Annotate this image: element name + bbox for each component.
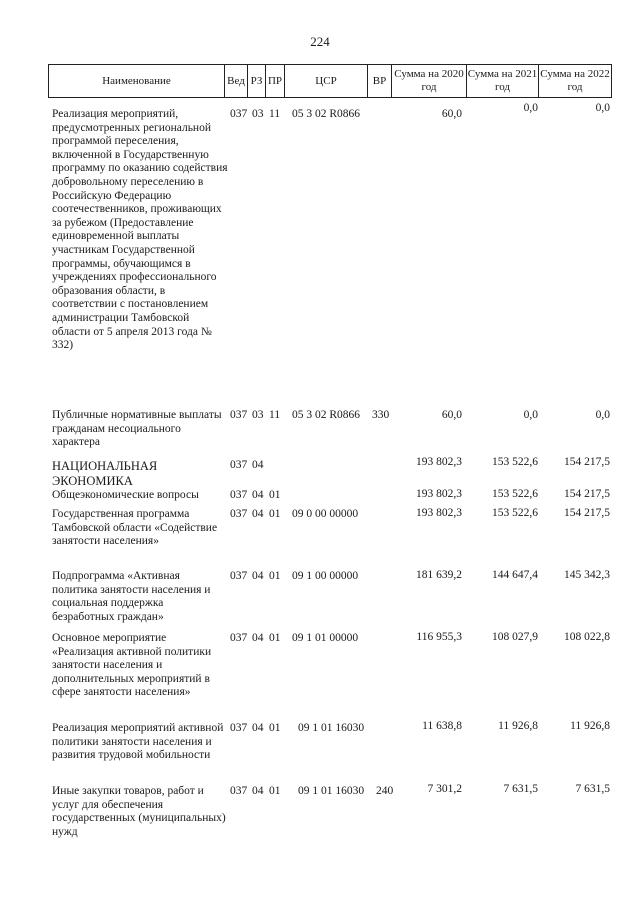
row-rz: 04 (252, 785, 264, 797)
row-sum-2021: 153 522,6 (492, 507, 538, 519)
row-pr: 01 (269, 722, 281, 734)
row-pr: 01 (269, 632, 281, 644)
header-sum-2020: Сумма на 2020 год (392, 64, 467, 98)
page-number: 224 (310, 34, 330, 49)
header-ved: Вед (225, 64, 248, 98)
row-csr: 09 1 00 00000 (292, 570, 359, 582)
row-sum-2020: 193 802,3 (416, 507, 462, 519)
row-pr: 01 (269, 489, 281, 501)
row-sum-2020: 60,0 (441, 108, 462, 120)
row-csr: 05 3 02 R0866 (292, 108, 361, 120)
row-name: Иные закупки товаров, работ и услуг для обеспечения государственных (муниципальных) нужд (52, 785, 226, 838)
header-pr: ПР (266, 64, 285, 98)
row-pr: 11 (269, 409, 281, 421)
row-name: Реализация мероприятий, предусмотренных региональной программой переселения, включенной в Государственную программу по оказанию содействия добровольному переселению в Российскую Федерацию соотечественников, проживающих за рубежом (Предоставление единовременной выплаты участникам Государственной программы, обучающимся в учреждениях профессионального образования области, в соответствии с постановлением администрации Тамбовской области от 5 апреля 2013 года № 332) (52, 108, 228, 352)
row-rz: 04 (252, 722, 264, 734)
row-name: Публичные нормативные выплаты гражданам несоциального характера (52, 409, 222, 449)
row-rz: 04 (252, 570, 264, 582)
row-ved: 037 (230, 409, 248, 421)
row-pr: 01 (269, 570, 281, 582)
row-pr: 01 (269, 508, 281, 520)
row-vr: 330 (372, 409, 390, 421)
row-sum-2022: 145 342,3 (564, 569, 610, 581)
row-name: Подпрограмма «Активная политика занятости населения и социальная поддержка безработных граждан» (52, 570, 211, 623)
row-vr: 240 (376, 785, 394, 797)
header-sum-2022: Сумма на 2022 год (539, 64, 612, 98)
row-rz: 04 (252, 508, 264, 520)
row-name: Реализация мероприятий активной политики занятости населения и развития трудовой мобильности (52, 722, 224, 762)
row-csr: 09 0 00 00000 (292, 508, 359, 520)
row-csr: 09 1 01 00000 (292, 632, 359, 644)
row-sum-2021: 153 522,6 (492, 488, 538, 500)
row-ved: 037 (230, 722, 248, 734)
row-sum-2022: 154 217,5 (564, 507, 610, 519)
header-vr: ВР (368, 64, 392, 98)
row-sum-2020: 193 802,3 (416, 456, 462, 468)
row-rz: 04 (252, 489, 264, 501)
row-sum-2020: 7 301,2 (427, 783, 462, 795)
row-sum-2022: 7 631,5 (575, 783, 610, 795)
row-ved: 037 (230, 785, 248, 797)
row-sum-2021: 0,0 (523, 409, 538, 421)
row-name: НАЦИОНАЛЬНАЯ ЭКОНОМИКА (52, 459, 158, 488)
row-sum-2021: 7 631,5 (503, 783, 538, 795)
row-sum-2021: 0,0 (523, 102, 538, 114)
header-name: Наименование (48, 64, 225, 98)
row-rz: 04 (252, 632, 264, 644)
row-sum-2021: 11 926,8 (498, 720, 538, 732)
row-sum-2021: 153 522,6 (492, 456, 538, 468)
row-sum-2020: 60,0 (441, 409, 462, 421)
row-csr: 09 1 01 16030 (298, 722, 365, 734)
row-sum-2022: 154 217,5 (564, 456, 610, 468)
row-sum-2020: 11 638,8 (422, 720, 462, 732)
header-csr: ЦСР (285, 64, 368, 98)
row-sum-2021: 144 647,4 (492, 569, 538, 581)
row-sum-2022: 0,0 (595, 102, 610, 114)
header-sum-2021: Сумма на 2021 год (467, 64, 539, 98)
row-ved: 037 (230, 459, 248, 471)
row-name: Государственная программа Тамбовской области «Содействие занятости населения» (52, 508, 218, 548)
row-pr: 11 (269, 108, 281, 120)
row-name: Основное мероприятие «Реализация активной политики занятости населения и дополнительных мероприятий в сфере занятости населения» (52, 632, 212, 699)
row-ved: 037 (230, 489, 248, 501)
row-ved: 037 (230, 108, 248, 120)
row-sum-2020: 116 955,3 (416, 631, 462, 643)
row-csr: 05 3 02 R0866 (292, 409, 361, 421)
row-pr: 01 (269, 785, 281, 797)
row-sum-2022: 108 022,8 (564, 631, 610, 643)
row-sum-2020: 181 639,2 (416, 569, 462, 581)
row-ved: 037 (230, 508, 248, 520)
row-rz: 03 (252, 108, 264, 120)
row-name: Общеэкономические вопросы (52, 489, 199, 501)
row-sum-2021: 108 027,9 (492, 631, 538, 643)
row-rz: 04 (252, 459, 264, 471)
row-sum-2022: 11 926,8 (570, 720, 610, 732)
row-rz: 03 (252, 409, 264, 421)
row-sum-2022: 0,0 (595, 409, 610, 421)
header-rz: РЗ (248, 64, 266, 98)
row-csr: 09 1 01 16030 (298, 785, 365, 797)
row-ved: 037 (230, 570, 248, 582)
row-sum-2022: 154 217,5 (564, 488, 610, 500)
row-ved: 037 (230, 632, 248, 644)
row-sum-2020: 193 802,3 (416, 488, 462, 500)
